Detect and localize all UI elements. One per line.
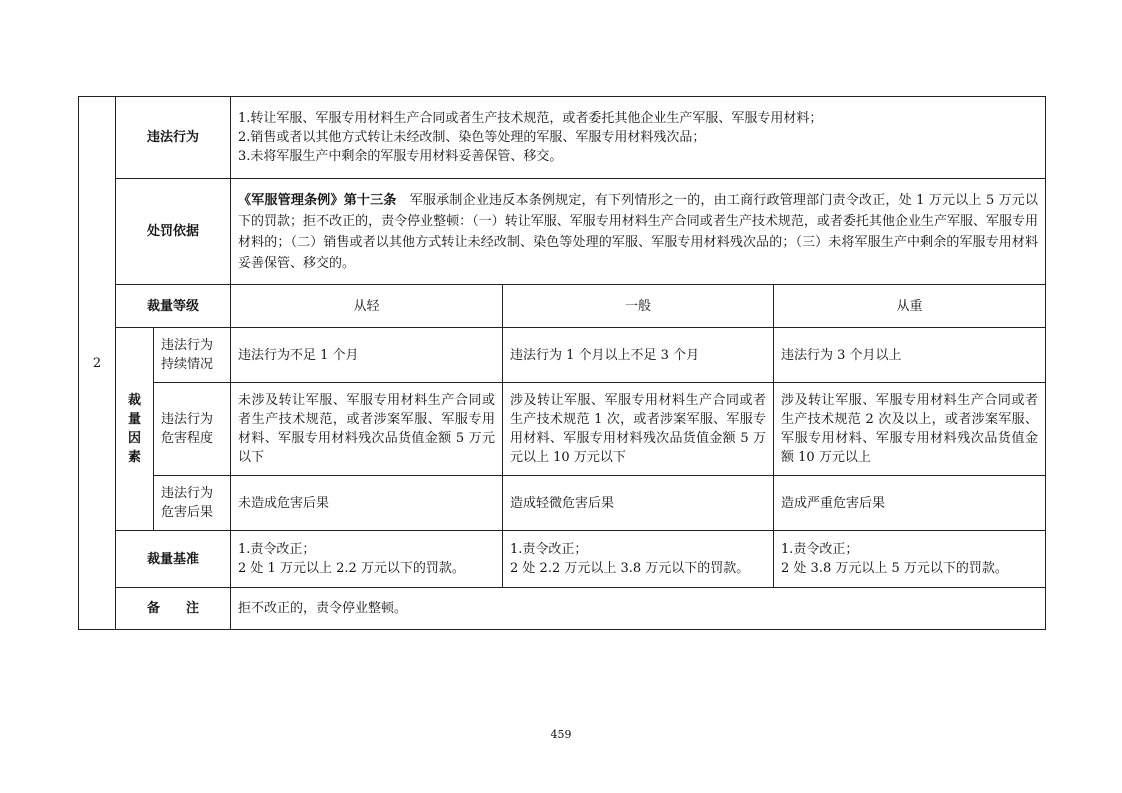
factors-label [116,328,154,531]
standard-heavy: 1.责令改正； 2 处 3.8 万元以上 5 万元以下的罚款。 [774,531,1046,588]
degree-normal: 涉及转让军服、军服专用材料生产合同或者生产技术规范 1 次，或者涉案军服、军服专用材料、军服专用材料残次品货值金额 5 万元以上 10 万元以下 [503,383,774,476]
remarks-content: 拒不改正的，责令停业整顿。 [231,588,1046,630]
levels-row [79,285,1046,328]
duration-light: 违法行为不足 1 个月 [231,328,503,383]
degree-heavy: 涉及转让军服、军服专用材料生产合同或者生产技术规范 2 次及以上，或者涉案军服、军服专用材料、军服专用材料残次品货值金额 10 万元以上 [774,383,1046,476]
violation-line: 2.销售或者以其他方式转让未经改制、染色等处理的军服、军服专用材料残次品； [238,130,706,145]
duration-label: 违法行为 持续情况 [154,328,231,383]
standard-normal: 1.责令改正； 2 处 2.2 万元以上 3.8 万元以下的罚款。 [503,531,774,588]
duration-heavy: 违法行为 3 个月以上 [774,328,1046,383]
factors-label-char: 因 [127,431,141,446]
basis-text: 军服承制企业违反本条例规定，有下列情形之一的，由工商行政管理部门责令改正，处 1 万元以上 5 万元以下的罚款；拒不改正的，责令停业整顿：（一）转让军服、军服专用材料生产合同或者生产技术规范，或者委托其他企业生产军服、军服专用材料的；（二）销售或者以其他方式转让未经改制、染色等处理的军服、军服专用材料残次品的；（三）未将军服生产中剩余的军服专用材料妥善保管、移交的。 [238,192,1039,271]
violation-line: 1.转让军服、军服专用材料生产合同或者生产技术规范，或者委托其他企业生产军服、军服专用材料； [238,111,823,126]
level-normal: 一般 [503,285,774,328]
standard-light: 1.责令改正； 2 处 1 万元以上 2.2 万元以下的罚款。 [231,531,503,588]
factors-label-char: 裁 [127,393,141,408]
violation-content [231,97,1046,179]
consequence-heavy: 造成严重危害后果 [774,476,1046,531]
duration-row [79,328,1046,383]
violation-row [79,97,1046,179]
standard-row [79,531,1046,588]
levels-label: 裁量等级 [116,285,231,328]
basis-content [231,179,1046,285]
row-number: 2 [79,97,116,630]
remarks-row [79,588,1046,630]
basis-label: 处罚依据 [116,179,231,285]
degree-light: 未涉及转让军服、军服专用材料生产合同或者生产技术规范，或者涉案军服、军服专用材料、军服专用材料残次品货值金额 5 万元以下 [231,383,503,476]
basis-row [79,179,1046,285]
level-light: 从轻 [231,285,503,328]
page-number: 459 [550,728,572,741]
factors-label-char: 素 [127,450,141,465]
consequence-label: 违法行为 危害后果 [154,476,231,531]
violation-line: 3.未将军服生产中剩余的军服专用材料妥善保管、移交。 [238,149,563,164]
consequence-row [79,476,1046,531]
factors-label-char: 量 [127,412,141,427]
duration-normal: 违法行为 1 个月以上不足 3 个月 [503,328,774,383]
level-heavy: 从重 [774,285,1046,328]
degree-label: 违法行为 危害程度 [154,383,231,476]
violation-label: 违法行为 [116,97,231,179]
remarks-label: 备 注 [116,588,231,630]
consequence-normal: 造成轻微危害后果 [503,476,774,531]
degree-row [79,383,1046,476]
consequence-light: 未造成危害后果 [231,476,503,531]
discretion-table [78,96,1046,630]
basis-article: 《军服管理条例》第十三条 [238,192,397,208]
standard-label: 裁量基准 [116,531,231,588]
